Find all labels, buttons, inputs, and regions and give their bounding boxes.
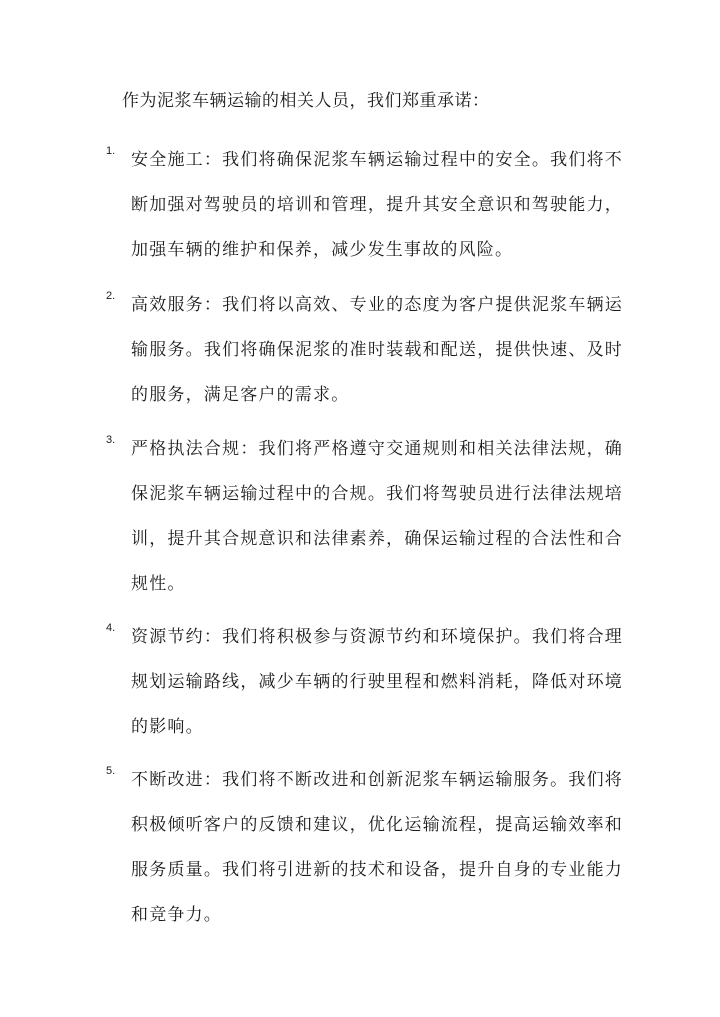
- list-item-text: 安全施工：我们将确保泥浆车辆运输过程中的安全。我们将不断加强对驾驶员的培训和管理，提升其安全意识和驾驶能力，加强车辆的维护和保养，减少发生事故的风险。: [131, 150, 623, 260]
- list-item-number: 3.: [106, 434, 116, 446]
- list-item-number: 2.: [106, 290, 116, 302]
- list-item-number: 1.: [106, 145, 116, 157]
- list-item-number: 4.: [106, 622, 116, 634]
- list-item-text: 资源节约：我们将积极参与资源节约和环境保护。我们将合理规划运输路线，减少车辆的行驶里程和燃料消耗，降低对环境的影响。: [131, 627, 623, 737]
- list-item-efficient-service: [106, 283, 626, 418]
- list-item-text: 严格执法合规：我们将严格遵守交通规则和相关法律法规，确保泥浆车辆运输过程中的合规。我们将驾驶员进行法律法规培训，提升其合规意识和法律素养，确保运输过程的合法性和合规性。: [131, 439, 623, 594]
- intro-paragraph: 作为泥浆车辆运输的相关人员，我们郑重承诺：: [122, 91, 490, 111]
- list-item-text: 高效服务：我们将以高效、专业的态度为客户提供泥浆车辆运输服务。我们将确保泥浆的准时装载和配送，提供快速、及时的服务，满足客户的需求。: [131, 295, 623, 405]
- list-item-compliance: [106, 427, 626, 607]
- list-item-resource-saving: [106, 615, 626, 750]
- list-item-text: 不断改进：我们将不断改进和创新泥浆车辆运输服务。我们将积极倾听客户的反馈和建议，优化运输流程，提高运输效率和服务质量。我们将引进新的技术和设备，提升自身的专业能力和竞争力。: [131, 770, 623, 925]
- list-item-improvement: [106, 758, 626, 938]
- list-item-safety: [106, 138, 626, 273]
- list-item-number: 5.: [106, 765, 116, 777]
